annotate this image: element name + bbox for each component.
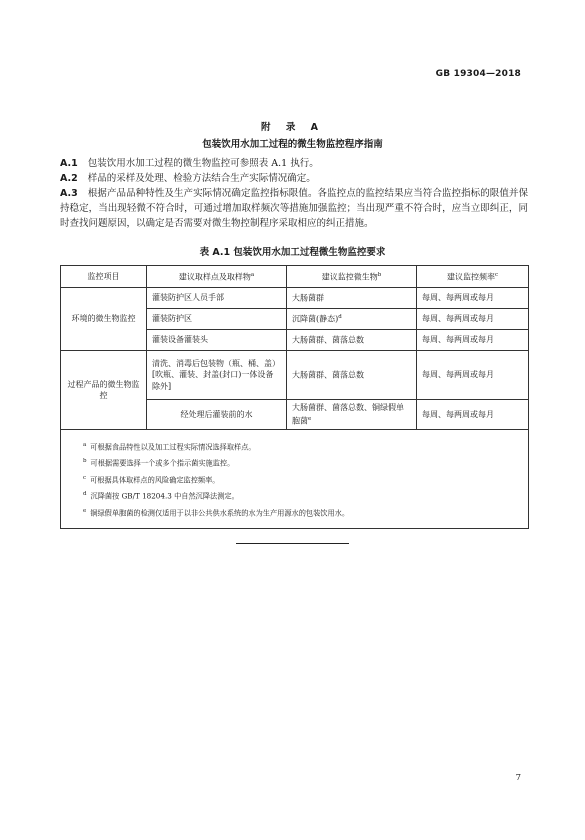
frequency-cell: 每周、每两周或每月 (417, 330, 529, 351)
column-header-sampling-point: 建议取样点及取样物$^a$ (147, 266, 287, 288)
sampling-point-cell: 经处理后灌装前的水 (147, 400, 287, 430)
table-note: $^c$ 可根据具体取样点的风险确定监控频率。 (83, 474, 220, 485)
end-rule (236, 543, 349, 544)
table-header-row (61, 266, 529, 288)
table-note: $^e$ 铜绿假单胞菌的检测仅适用于以非公共供水系统的水为生产用源水的包装饮用水。 (83, 507, 350, 517)
table-notes (61, 430, 529, 529)
clause-text: 根据产品品种特性及生产实际情况确定监控指标限值。各监控点的监控结果应当符合监控指标的限值并保持稳定，当出现轻微不符合时，可通过增加取样频次等措施加强监控；当出现严重不符合时，应当立即纠正，同时查找问题原因，以确定是否需要对微生物控制程序采取相应的纠正措施。 (60, 188, 528, 229)
table-note: $^a$ 可根据食品特性以及加工过程实际情况选择取样点。 (83, 442, 256, 452)
monitoring-item-cell: 环境的微生物监控 (61, 288, 147, 351)
microbe-cell: 大肠菌群、菌落总数、铜绿假单胞菌$^e$ (287, 400, 417, 430)
clause-text: 样品的采样及处理、检验方法结合生产实际情况确定。 (87, 173, 316, 184)
frequency-cell: 每周、每两周或每月 (417, 400, 529, 430)
annex-subtitle: 包装饮用水加工过程的微生物监控程序指南 (202, 139, 383, 150)
monitoring-requirements-table (60, 265, 529, 529)
table-row (61, 288, 529, 309)
page-number: 7 (515, 773, 521, 783)
column-header-item: 监控项目 (61, 266, 147, 288)
clause-number: A.1 (60, 158, 78, 169)
table-notes-row (61, 430, 529, 529)
monitoring-item-cell: 过程产品的微生物监控 (61, 351, 147, 430)
column-header-frequency: 建议监控频率$^c$ (417, 266, 529, 288)
sampling-point-cell: 灌装防护区 (147, 309, 287, 330)
sampling-point-cell: 清洗、消毒后包装物（瓶、桶、盖）[吹瓶、灌装、封盖(封口)一体设备除外] (147, 351, 287, 400)
clause-a1 (60, 156, 528, 171)
table-title: 表 A.1 包装饮用水加工过程微生物监控要求 (199, 247, 386, 258)
microbe-cell: 大肠菌群、菌落总数 (287, 351, 417, 400)
sampling-point-cell: 灌装设备灌装头 (147, 330, 287, 351)
clause-a3 (60, 186, 528, 231)
clause-text: 包装饮用水加工过程的微生物监控可参照表 A.1 执行。 (87, 158, 319, 169)
microbe-cell: 大肠菌群、菌落总数 (287, 330, 417, 351)
microbe-cell: 大肠菌群 (287, 288, 417, 309)
clause-number: A.3 (60, 188, 78, 199)
standard-code: GB 19304—2018 (435, 69, 521, 79)
sampling-point-cell: 灌装防护区人员手部 (147, 288, 287, 309)
frequency-cell: 每周、每两周或每月 (417, 288, 529, 309)
frequency-cell: 每周、每两周或每月 (417, 351, 529, 400)
annex-title: 附 录 A (261, 122, 324, 133)
clause-number: A.2 (60, 173, 78, 184)
table-row (61, 351, 529, 400)
microbe-cell: 沉降菌(静态)$^d$ (287, 309, 417, 330)
column-header-microbe: 建议监控微生物$^b$ (287, 266, 417, 288)
clause-a2 (60, 171, 528, 186)
table-note: $^d$ 沉降菌按 GB/T 18204.3 中自然沉降法测定。 (83, 491, 239, 501)
frequency-cell: 每周、每两周或每月 (417, 309, 529, 330)
table-note: $^b$ 可根据需要选择一个或多个指示菌实施监控。 (83, 458, 235, 468)
